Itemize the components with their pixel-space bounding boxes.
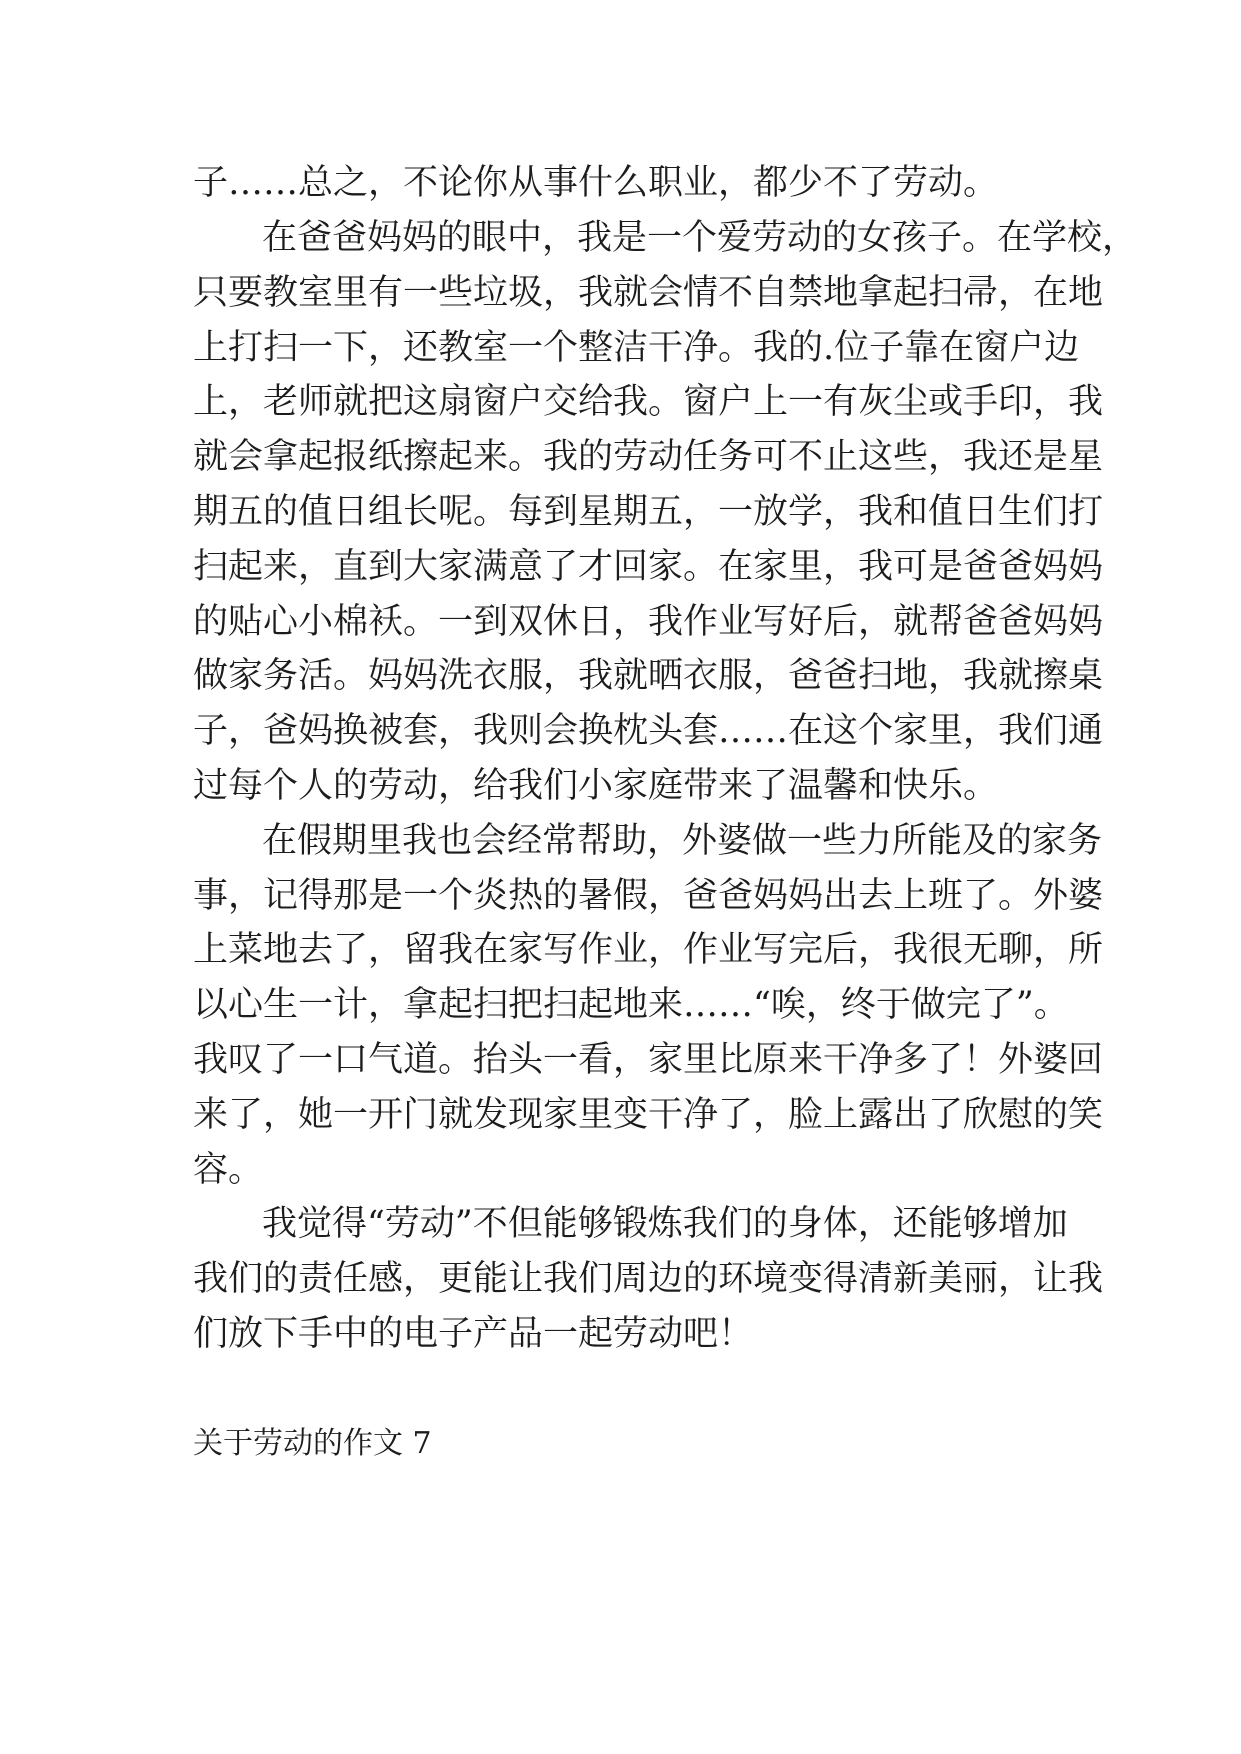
text-line: 我叹了一口气道。抬头一看，家里比原来干净多了！外婆回 xyxy=(193,1040,1104,1080)
paragraph-first-line: 在假期里我也会经常帮助，外婆做一些力所能及的家务 xyxy=(262,821,1103,861)
text-line: 过每个人的劳动，给我们小家庭带来了温馨和快乐。 xyxy=(193,766,999,806)
text-line: 上打扫一下，还教室一个整洁干净。我的.位子靠在窗户边 xyxy=(193,328,1080,368)
text-line: 事，记得那是一个炎热的暑假，爸爸妈妈出去上班了。外婆 xyxy=(193,876,1104,916)
text-line: 做家务活。妈妈洗衣服，我就晒衣服，爸爸扫地，我就擦桌 xyxy=(193,656,1104,696)
text-line: 就会拿起报纸擦起来。我的劳动任务可不止这些，我还是星 xyxy=(193,437,1104,477)
text-line: 扫起来，直到大家满意了才回家。在家里，我可是爸爸妈妈 xyxy=(193,547,1104,587)
text-line: 们放下手中的电子产品一起劳动吧！ xyxy=(193,1314,754,1354)
paragraph-first-line: 我觉得“劳动”不但能够锻炼我们的身体，还能够增加 xyxy=(262,1204,1068,1244)
text-line: 来了，她一开门就发现家里变干净了，脸上露出了欣慰的笑 xyxy=(193,1095,1104,1135)
text-line: 子……总之，不论你从事什么职业，都少不了劳动。 xyxy=(193,163,999,203)
text-line: 容。 xyxy=(193,1150,264,1190)
text-line: 子，爸妈换被套，我则会换枕头套……在这个家里，我们通 xyxy=(193,711,1104,751)
text-line: 上菜地去了，留我在家写作业，作业写完后，我很无聊，所 xyxy=(193,930,1104,970)
text-line: 上，老师就把这扇窗户交给我。窗户上一有灰尘或手印，我 xyxy=(193,382,1104,422)
section-heading: 关于劳动的作文 7 xyxy=(193,1426,432,1461)
paragraph-first-line: 在爸爸妈妈的眼中，我是一个爱劳动的女孩子。在学校， xyxy=(262,218,1138,258)
text-line: 我们的责任感，更能让我们周边的环境变得清新美丽，让我 xyxy=(193,1259,1104,1299)
text-line: 以心生一计，拿起扫把扫起地来……“唉，终于做完了”。 xyxy=(193,985,1069,1025)
text-line: 的贴心小棉袄。一到双休日，我作业写好后，就帮爸爸妈妈 xyxy=(193,602,1104,642)
text-line: 只要教室里有一些垃圾，我就会情不自禁地拿起扫帚，在地 xyxy=(193,273,1104,313)
text-line: 期五的值日组长呢。每到星期五，一放学，我和值日生们打 xyxy=(193,492,1104,532)
